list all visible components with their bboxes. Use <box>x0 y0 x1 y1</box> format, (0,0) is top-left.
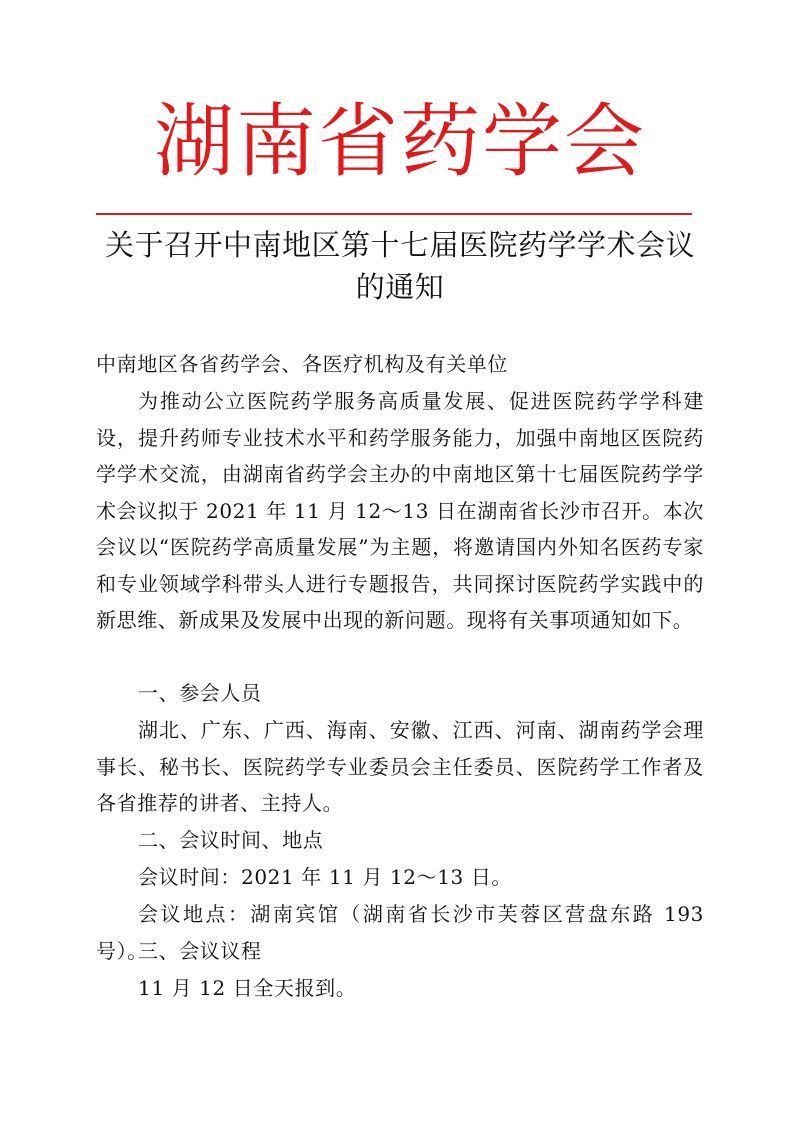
meeting-time: 会议时间：2021 年 11 月 12～13 日。 <box>138 865 513 889</box>
section3-heading: 三、会议议程 <box>138 939 262 963</box>
notice-title-line1: 关于召开中南地区第十七届医院药学学术会议 <box>104 228 695 262</box>
agenda-item: 11 月 12 日全天报到。 <box>138 976 357 1000</box>
intro-paragraph: 为推动公立医院药学服务高质量发展、促进医院药学学科建设，提升药师专业技术水平和药学服务能力，加强中南地区医院药学学术交流，由湖南省药学会主办的中南地区第十七届医院药学学术会议拟于 2021 年 11 月 12～13 日在湖南省长沙市召开。本次会议以“医院药学高质量发展”为主题，将邀请国内外知名医药专家和专业领域学科带头人进行专题报告，共同探讨医院药学实践中的新思维、新成果及发展中出现的新问题。现将有关事项通知如下。 <box>96 389 704 632</box>
notice-title-line2: 的通知 <box>355 270 445 304</box>
notice-title <box>90 224 710 308</box>
section2-heading: 二、会议时间、地点 <box>138 828 324 852</box>
meeting-place: 会议地点：湖南宾馆（湖南省长沙市芙蓉区营盘东路 193 号）。 <box>96 902 704 963</box>
section1-body: 湖北、广东、广西、海南、安徽、江西、河南、湖南药学会理事长、秘书长、医院药学专业委员会主任委员、医院药学工作者及各省推荐的讲者、主持人。 <box>96 718 704 815</box>
salutation: 中南地区各省药学会、各医疗机构及有关单位 <box>96 352 508 376</box>
organization-title: 湖南省药学会 <box>154 95 646 188</box>
section1-heading: 一、参会人员 <box>138 681 262 705</box>
header-divider <box>96 213 692 215</box>
